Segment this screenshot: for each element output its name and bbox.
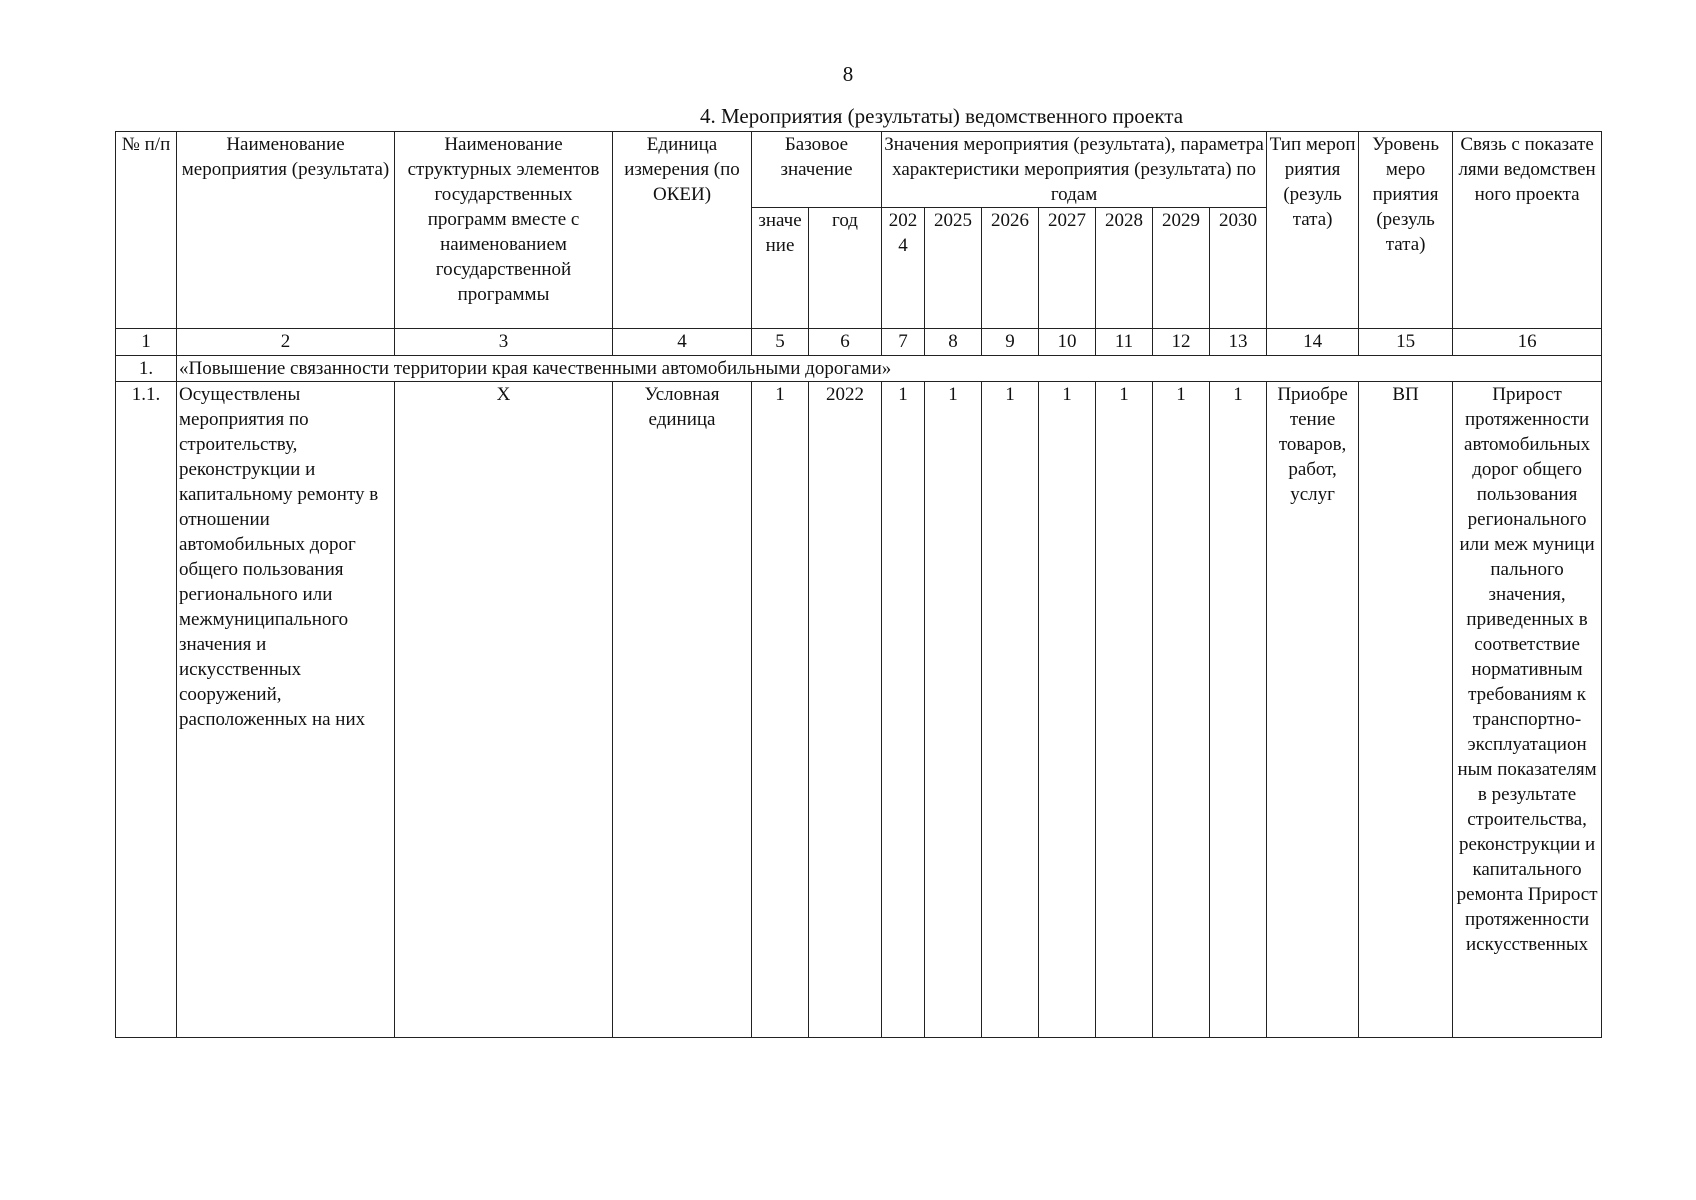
column-number: 1 xyxy=(116,329,177,356)
header-link: Связь с показате лями ведомствен ного проекта xyxy=(1453,132,1602,329)
row-structural-elements: Х xyxy=(395,382,613,1038)
row-year-value: 1 xyxy=(1153,382,1210,1038)
column-number: 8 xyxy=(925,329,982,356)
header-year: 2027 xyxy=(1039,208,1096,329)
column-number: 4 xyxy=(613,329,752,356)
row-year-value: 1 xyxy=(1096,382,1153,1038)
row-unit: Условная единица xyxy=(613,382,752,1038)
row-year-value: 1 xyxy=(1210,382,1267,1038)
header-number: № п/п xyxy=(116,132,177,329)
header-year: 2026 xyxy=(982,208,1039,329)
header-unit: Единица измерения (по ОКЕИ) xyxy=(613,132,752,329)
column-number: 7 xyxy=(882,329,925,356)
row-number: 1.1. xyxy=(116,382,177,1038)
section-number: 1. xyxy=(116,356,177,382)
header-level: Уровень меро приятия (резуль тата) xyxy=(1359,132,1453,329)
row-result-name: Осуществлены мероприятия по строительству, реконструкции и капитальному ремонту в отношении автомобильных дорог общего пользования регионального или межмуниципального значения и искусственных сооружений, расположенных на них xyxy=(177,382,395,1038)
row-type: Приобре тение товаров, работ, услуг xyxy=(1267,382,1359,1038)
column-number: 11 xyxy=(1096,329,1153,356)
header-base-value: значе ние xyxy=(752,208,809,329)
row-level: ВП xyxy=(1359,382,1453,1038)
column-number: 13 xyxy=(1210,329,1267,356)
column-number: 15 xyxy=(1359,329,1453,356)
section-heading: «Повышение связанности территории края качественными автомобильными дорогами» xyxy=(177,356,1602,382)
header-result-name: Наименование мероприятия (результата) xyxy=(177,132,395,329)
column-number: 5 xyxy=(752,329,809,356)
column-number: 9 xyxy=(982,329,1039,356)
header-type: Тип мероп риятия (резуль тата) xyxy=(1267,132,1359,329)
page-number: 8 xyxy=(842,62,854,86)
column-number: 3 xyxy=(395,329,613,356)
row-base-value: 1 xyxy=(752,382,809,1038)
column-number: 10 xyxy=(1039,329,1096,356)
column-number: 14 xyxy=(1267,329,1359,356)
header-year: 2029 xyxy=(1153,208,1210,329)
row-year-value: 1 xyxy=(882,382,925,1038)
column-number: 12 xyxy=(1153,329,1210,356)
header-year: 2028 xyxy=(1096,208,1153,329)
header-base-group: Базовое значение xyxy=(752,132,882,208)
row-year-value: 1 xyxy=(1039,382,1096,1038)
header-year: 2025 xyxy=(925,208,982,329)
section-title: 4. Мероприятия (результаты) ведомственного проекта xyxy=(700,104,1184,128)
header-year: 202 4 xyxy=(882,208,925,329)
column-number: 16 xyxy=(1453,329,1602,356)
column-number: 6 xyxy=(809,329,882,356)
header-structural-elements: Наименование структурных элементов государственных программ вместе с наименованием государственной программы xyxy=(395,132,613,329)
row-base-year: 2022 xyxy=(809,382,882,1038)
results-table xyxy=(115,131,1602,1038)
header-values-group: Значения мероприятия (результата), параметра характеристики мероприятия (результата) по годам xyxy=(882,132,1267,208)
header-base-year: год xyxy=(809,208,882,329)
row-year-value: 1 xyxy=(925,382,982,1038)
column-number: 2 xyxy=(177,329,395,356)
header-year: 2030 xyxy=(1210,208,1267,329)
row-year-value: 1 xyxy=(982,382,1039,1038)
row-link: Прирост протяженности автомобильных дорог общего пользования регионального или меж муници пального значения, приведенных в соответствие нормативным требованиям к транспортно-эксплуатацион ным показателям в результате строительства, реконструкции и капитального ремонта Прирост протяженности искусственных xyxy=(1453,382,1602,1038)
